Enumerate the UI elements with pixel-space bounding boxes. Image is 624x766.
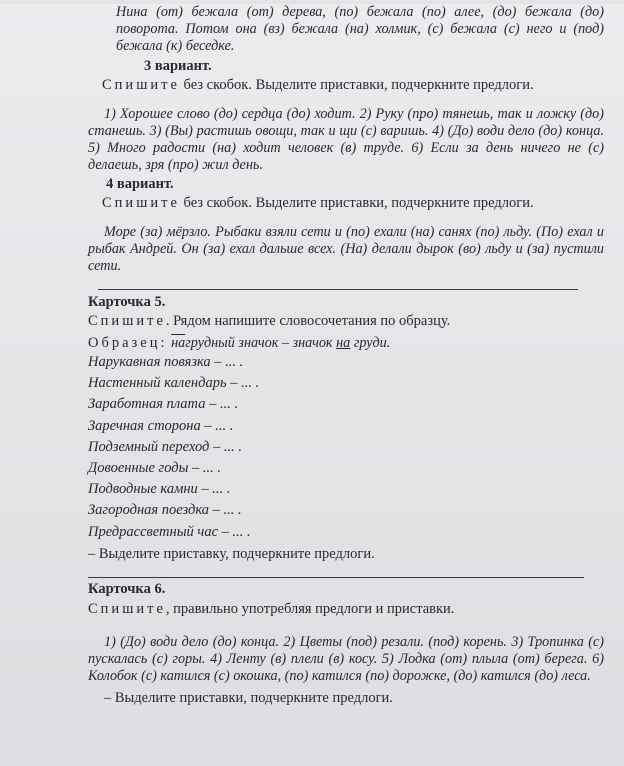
card6-text: 1) (До) води дело (до) конца. 2) Цветы (под) резали. (под) корень. 3) Тропинка (с) пускалась (с) горы. 4) Ленту (в) плели (в) косу. 5) Лодка (от) плыла (от) берега. 6) Колобок (с) катился (с) окошка, (по) катился (по) дорожке, (до) катился (до) леса. — [88, 633, 604, 684]
card5-instr-spaced: Спишите — [88, 313, 166, 329]
sample-word-rest: грудный значок – значок — [185, 335, 337, 351]
variant3-text: 1) Хорошее слово (до) сердца (до) ходит. 2) Руку (про) тянешь, так и ложку (до) станешь. 3) (Вы) растишь овощи, так и щи (с) варишь. 4) (До) води дело (до) конца. 5) Много радости (на) ходит человек (в) труде. 6) Если за день ничего не (с) делаешь, зря (про) жил день. — [88, 106, 604, 173]
card6-title: Карточка 6. — [88, 580, 166, 597]
list-item: Настенный календарь – ... . — [88, 375, 260, 392]
sample-prefix: на — [171, 335, 186, 351]
variant4-instr-rest: без скобок. Выделите приставки, подчеркните предлоги. — [179, 195, 534, 211]
card5-instruction — [88, 312, 604, 330]
sample-end: груди. — [350, 335, 391, 351]
variant3-instr-rest: без скобок. Выделите приставки, подчеркните предлоги. — [179, 77, 534, 93]
variant4-text: Море (за) мёрзло. Рыбаки взяли сети и (по) ехали (на) санях (по) льду. (По) ехал и рыбак Андрей. Он (за) ехал дальше всех. (На) делали дырок (во) льду и (за) пустили сети. — [88, 224, 604, 274]
variant4-instruction — [102, 194, 604, 212]
card5-title: Карточка 5. — [88, 294, 166, 310]
card5-sample — [88, 334, 604, 352]
card5-footer: – Выделите приставку, подчеркните предлоги. — [88, 545, 375, 562]
divider — [88, 577, 584, 578]
list-item: Предрассветный час – ... . — [88, 523, 251, 540]
worksheet-page — [0, 4, 624, 766]
variant4-title: 4 вариант. — [106, 176, 174, 192]
top-paragraph: Нина (от) бежала (от) дерева, (по) бежала (по) алее, (до) бежала (до) поворота. Потом она (вз) бежала (на) холмик, (с) бежала (с) него и (под) бежала (к) беседке. — [116, 4, 604, 54]
divider — [98, 289, 578, 290]
sample-preposition: на — [336, 335, 351, 351]
sample-label: Образец: — [88, 335, 168, 351]
card6-footer: – Выделите приставки, подчеркните предлоги. — [104, 689, 393, 706]
list-item: Подводные камни – ... . — [88, 481, 231, 498]
list-item: Загородная поездка – ... . — [88, 502, 242, 519]
card5-items — [88, 352, 604, 543]
list-item: Подземный переход – ... . — [88, 438, 243, 455]
list-item: Заработная плата – ... . — [88, 396, 239, 413]
list-item: Нарукавная повязка – ... . — [88, 354, 244, 370]
card5-instr-rest: . Рядом напишите словосочетания по образцу. — [165, 313, 451, 329]
variant3-title: 3 вариант. — [144, 58, 212, 74]
card6-instr-spaced: Спишите — [88, 600, 166, 617]
variant3-instr-spaced: Спишите — [102, 77, 180, 93]
variant4-instr-spaced: Спишите — [102, 195, 180, 211]
list-item: Заречная сторона – ... . — [88, 417, 234, 434]
card6-instr-rest: , правильно употребляя предлоги и приставки. — [165, 600, 455, 617]
card6-instruction — [88, 600, 604, 618]
variant3-instruction — [102, 76, 604, 94]
list-item: Довоенные годы – ... . — [88, 460, 222, 477]
